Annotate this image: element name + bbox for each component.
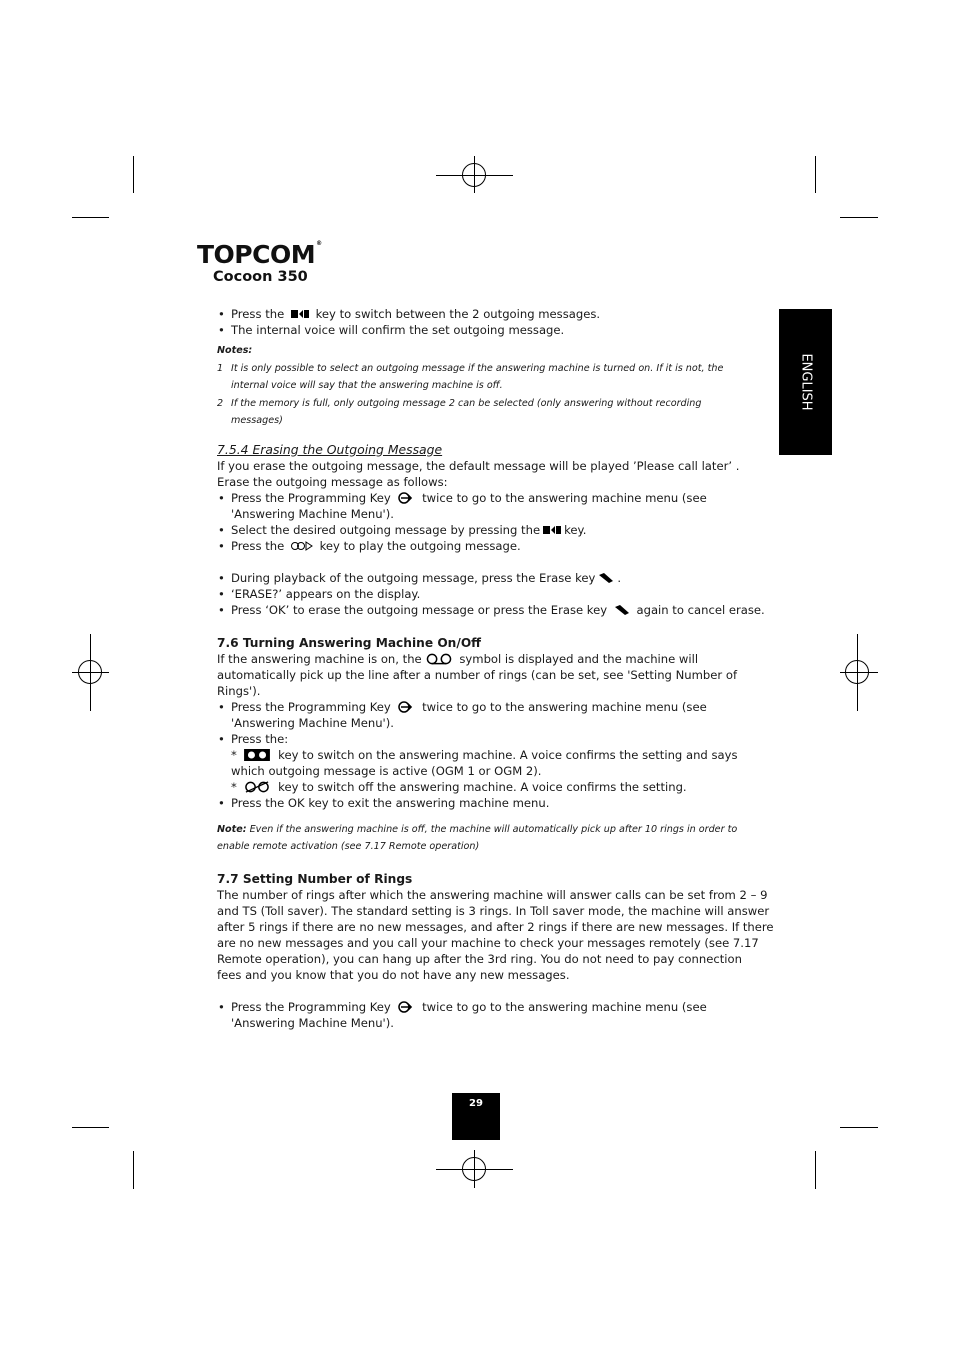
answering-machine-icon [425,653,453,665]
paragraph: If you erase the outgoing message, the default message will be played ’Please call later’ . [217,458,740,473]
paragraph: Rings'). [217,683,261,698]
paragraph: automatically pick up the line after a number of rings (can be set, see 'Setting Number of [217,667,738,682]
note-line: Note: Even if the answering machine is off, the machine will automatically pick up after 10 rings in order to [217,823,738,835]
ogm-key-icon [291,308,309,320]
list-item-cont: 'Answering Machine Menu'). [231,715,394,730]
list-item: • During playback of the outgoing message, press the Erase key . [217,570,747,586]
list-item: • Press the OK key to exit the answering machine menu. [217,795,747,811]
note-item-cont: messages) [231,415,283,426]
erase-key-icon [598,572,614,584]
crop-mark [72,217,109,218]
registration-circle [462,163,486,187]
programming-key-icon [397,492,415,504]
crop-mark [133,156,134,193]
programming-key-icon [397,1001,415,1013]
list-item-cont: 'Answering Machine Menu'). [231,506,394,521]
paragraph-line: Remote operation), you can hang up after the 3rd ring. You do not need to pay connection [217,951,742,966]
sub-item: * key to switch on the answering machine. A voice confirms the setting and says [231,747,738,762]
paragraph: Erase the outgoing message as follows: [217,474,448,489]
crop-mark [133,1151,134,1189]
answer-off-key-icon [243,781,271,793]
section-heading: 7.5.4 Erasing the Outgoing Message [217,441,443,457]
list-item: • The internal voice will confirm the set outgoing message. [217,322,747,338]
paragraph: If the answering machine is on, the symbol is displayed and the machine will [217,651,699,666]
sub-item-cont: which outgoing message is active (OGM 1 or OGM 2). [231,763,542,778]
page-content [217,306,774,1031]
paragraph-line: are no new messages and you call your machine to check your messages remotely (see 7.17 [217,935,759,950]
paragraph-line: fees and you know that you do not have any new messages. [217,967,570,982]
section-heading: 7.7 Setting Number of Rings [217,871,413,886]
note-line: enable remote activation (see 7.17 Remote operation) [217,841,480,852]
list-item: • Press the: [217,731,747,747]
answer-on-key-icon [243,749,271,761]
list-item: • Select the desired outgoing message by pressing the key. [217,522,747,538]
erase-key-icon [614,604,630,616]
programming-key-icon [397,701,415,713]
play-key-icon [291,540,313,552]
list-item: • Press the Programming Key twice to go to the answering machine menu (see [217,490,747,506]
sub-item: * key to switch off the answering machine. A voice confirms the setting. [231,779,687,794]
crop-mark [815,156,816,193]
registration-circle [845,660,869,684]
list-item: • Press the Programming Key twice to go to the answering machine menu (see [217,999,747,1015]
note-item: 2 If the memory is full, only outgoing message 2 can be selected (only answering without recording [217,397,702,409]
paragraph-line: after 5 rings if there are no new messages, and after 2 rings if there are new messages. If there [217,919,774,934]
section-heading: 7.6 Turning Answering Machine On/Off [217,635,482,650]
language-tab: ENGLISH [779,309,832,455]
list-item: • Press the key to switch between the 2 outgoing messages. [217,306,747,322]
notes-heading: Notes: [217,345,253,356]
list-item: • Press the Programming Key twice to go to the answering machine menu (see [217,699,747,715]
registration-circle [78,660,102,684]
list-item-cont: 'Answering Machine Menu'). [231,1015,394,1030]
ogm-key-icon [543,524,561,536]
note-item-cont: internal voice will say that the answering machine is off. [231,380,503,391]
paragraph-line: The number of rings after which the answering machine will answer calls can be set from 2 – 9 [217,887,768,902]
registration-circle [462,1157,486,1181]
paragraph-line: and TS (Toll saver). The standard setting is 3 rings. In Toll saver mode, the machine will answer [217,903,770,918]
note-item: 1 It is only possible to select an outgoing message if the answering machine is turned on. If it is not, the [217,362,724,374]
page-number: 29 [452,1093,500,1140]
crop-mark [840,217,878,218]
list-item: • ‘ERASE?’ appears on the display. [217,586,747,602]
crop-mark [815,1151,816,1189]
model-name: Cocoon 350 [213,269,308,285]
brand-logo: TOPCOM® [197,240,322,269]
list-item: • Press ‘OK’ to erase the outgoing message or press the Erase key again to cancel erase. [217,602,747,618]
crop-mark [72,1127,109,1128]
list-item: • Press the key to play the outgoing message. [217,538,747,554]
crop-mark [840,1127,878,1128]
